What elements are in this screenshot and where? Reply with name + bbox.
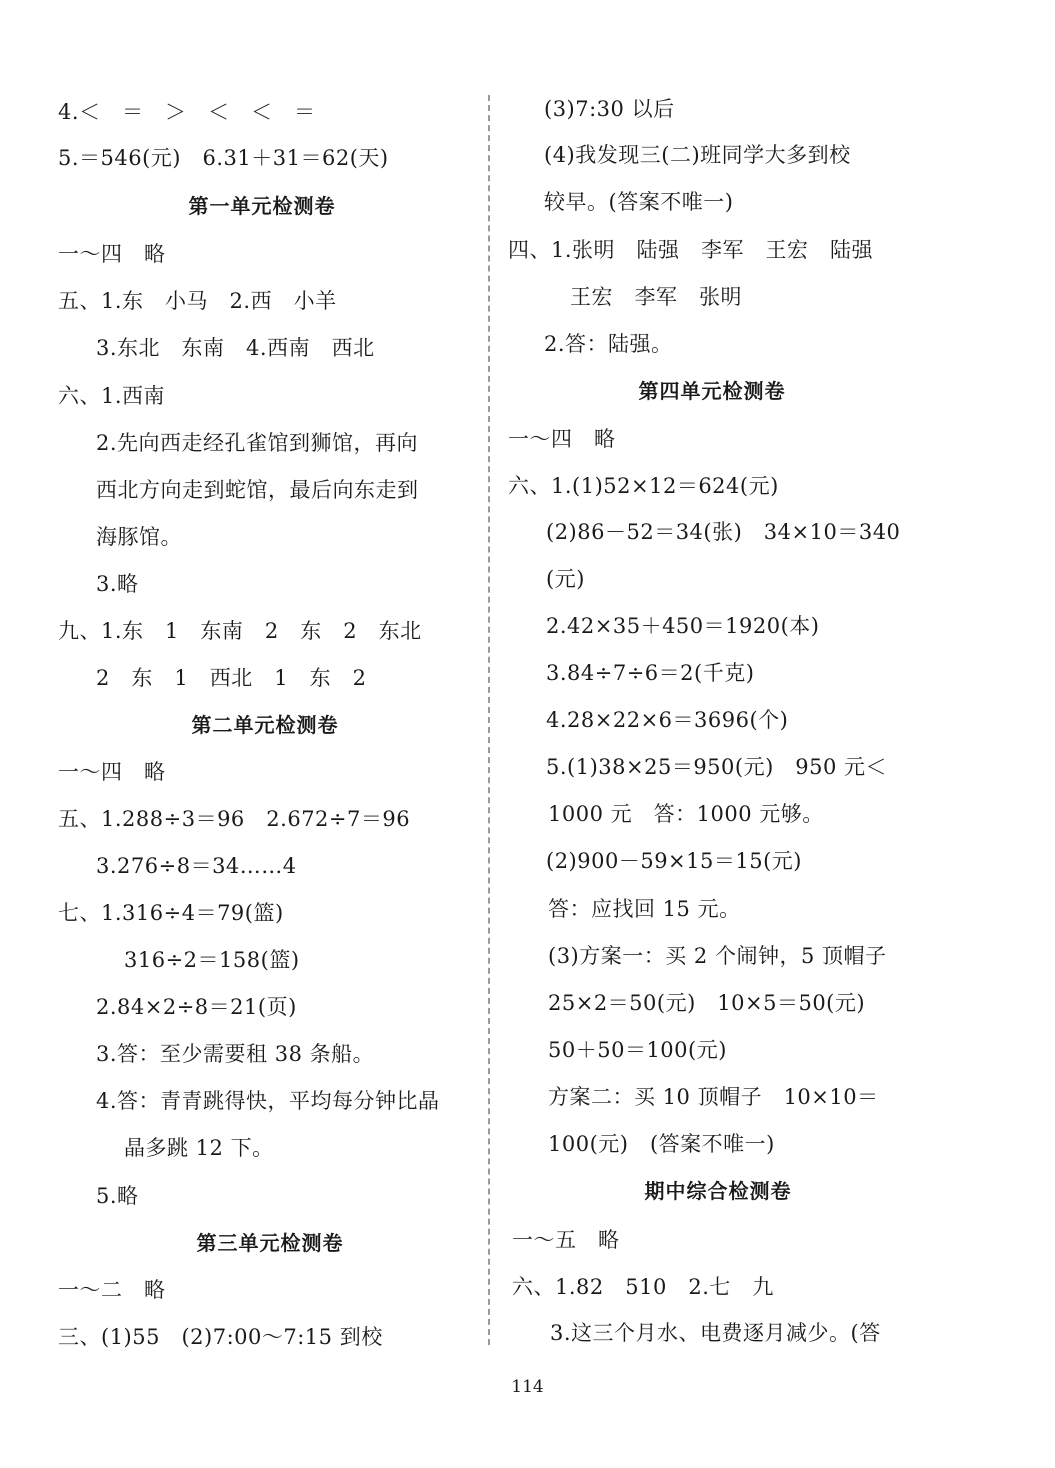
answer-line: (3)7:30 以后 xyxy=(544,97,675,121)
answer-line: 316÷2＝158(篮) xyxy=(124,948,300,972)
answer-line: 五、1.288÷3＝96 2.672÷7＝96 xyxy=(58,807,411,831)
section-heading: 期中综合检测卷 xyxy=(644,1179,792,1203)
answer-line: 100(元) (答案不唯一) xyxy=(548,1132,775,1156)
answer-line: 六、1.西南 xyxy=(58,384,166,408)
answer-line: 4.答：青青跳得快，平均每分钟比晶 xyxy=(96,1089,440,1113)
answer-line: 西北方向走到蛇馆，最后向东走到 xyxy=(96,478,419,502)
answer-line: 2.答：陆强。 xyxy=(544,332,673,356)
answer-line: 5.(1)38×25＝950(元) 950 元＜ xyxy=(546,755,888,779)
answer-line: 九、1.东 1 东南 2 东 2 东北 xyxy=(58,619,422,643)
answer-line: 一～四 略 xyxy=(58,242,166,266)
section-heading: 第二单元检测卷 xyxy=(191,713,339,737)
section-heading: 第三单元检测卷 xyxy=(196,1231,344,1255)
answer-line: 25×2＝50(元) 10×5＝50(元) xyxy=(548,991,866,1015)
answer-line: (4)我发现三(二)班同学大多到校 xyxy=(544,143,851,167)
answer-line: 王宏 李军 张明 xyxy=(570,285,742,309)
answer-line: 方案二：买 10 顶帽子 10×10＝ xyxy=(548,1085,879,1109)
answer-line: 海豚馆。 xyxy=(96,525,182,549)
page-number: 114 xyxy=(511,1377,544,1397)
answer-line: 3.略 xyxy=(96,572,139,596)
answer-line: 3.这三个月水、电费逐月减少。(答 xyxy=(550,1321,881,1345)
answer-line: 2 东 1 西北 1 东 2 xyxy=(96,666,367,690)
answer-line: 2.先向西走经孔雀馆到狮馆，再向 xyxy=(96,431,419,455)
answer-line: 2.42×35＋450＝1920(本) xyxy=(546,614,820,638)
section-heading: 第四单元检测卷 xyxy=(638,379,786,403)
answer-line: 六、1.82 510 2.七 九 xyxy=(512,1275,774,1299)
answer-line: 3.84÷7÷6＝2(千克) xyxy=(546,661,755,685)
section-heading: 第一单元检测卷 xyxy=(188,194,336,218)
answer-line: 2.84×2÷8＝21(页) xyxy=(96,995,297,1019)
column-divider xyxy=(488,95,490,1345)
answer-line: 5.＝546(元) 6.31＋31＝62(天) xyxy=(58,146,389,170)
answer-line: 七、1.316÷4＝79(篮) xyxy=(58,901,284,925)
answer-line: (元) xyxy=(546,567,585,591)
answer-line: 答：应找回 15 元。 xyxy=(548,897,741,921)
answer-line: 晶多跳 12 下。 xyxy=(124,1136,274,1160)
answer-line: 3.276÷8＝34……4 xyxy=(96,854,297,878)
answer-line: 5.略 xyxy=(96,1184,139,1208)
answer-line: 较早。(答案不唯一) xyxy=(544,190,734,214)
answer-line: 1000 元 答：1000 元够。 xyxy=(548,802,824,826)
answer-line: (2)900－59×15＝15(元) xyxy=(546,849,802,873)
answer-line: 三、(1)55 (2)7:00～7:15 到校 xyxy=(58,1325,383,1349)
answer-line: 4.＜ ＝ ＞ ＜ ＜ ＝ xyxy=(58,100,316,124)
answer-line: 一～二 略 xyxy=(58,1278,166,1302)
answer-line: 四、1.张明 陆强 李军 王宏 陆强 xyxy=(508,238,874,262)
answer-line: 六、1.(1)52×12＝624(元) xyxy=(508,474,779,498)
answer-line: 一～四 略 xyxy=(508,427,616,451)
answer-line: 3.东北 东南 4.西南 西北 xyxy=(96,336,375,360)
answer-line: 一～五 略 xyxy=(512,1228,620,1252)
answer-line: 50＋50＝100(元) xyxy=(548,1038,727,1062)
answer-line: (2)86－52＝34(张) 34×10＝340 xyxy=(546,520,901,544)
answer-line: (3)方案一：买 2 个闹钟，5 顶帽子 xyxy=(548,944,887,968)
answer-line: 3.答：至少需要租 38 条船。 xyxy=(96,1042,375,1066)
answer-line: 五、1.东 小马 2.西 小羊 xyxy=(58,289,337,313)
answer-line: 4.28×22×6＝3696(个) xyxy=(546,708,789,732)
answer-line: 一～四 略 xyxy=(58,760,166,784)
